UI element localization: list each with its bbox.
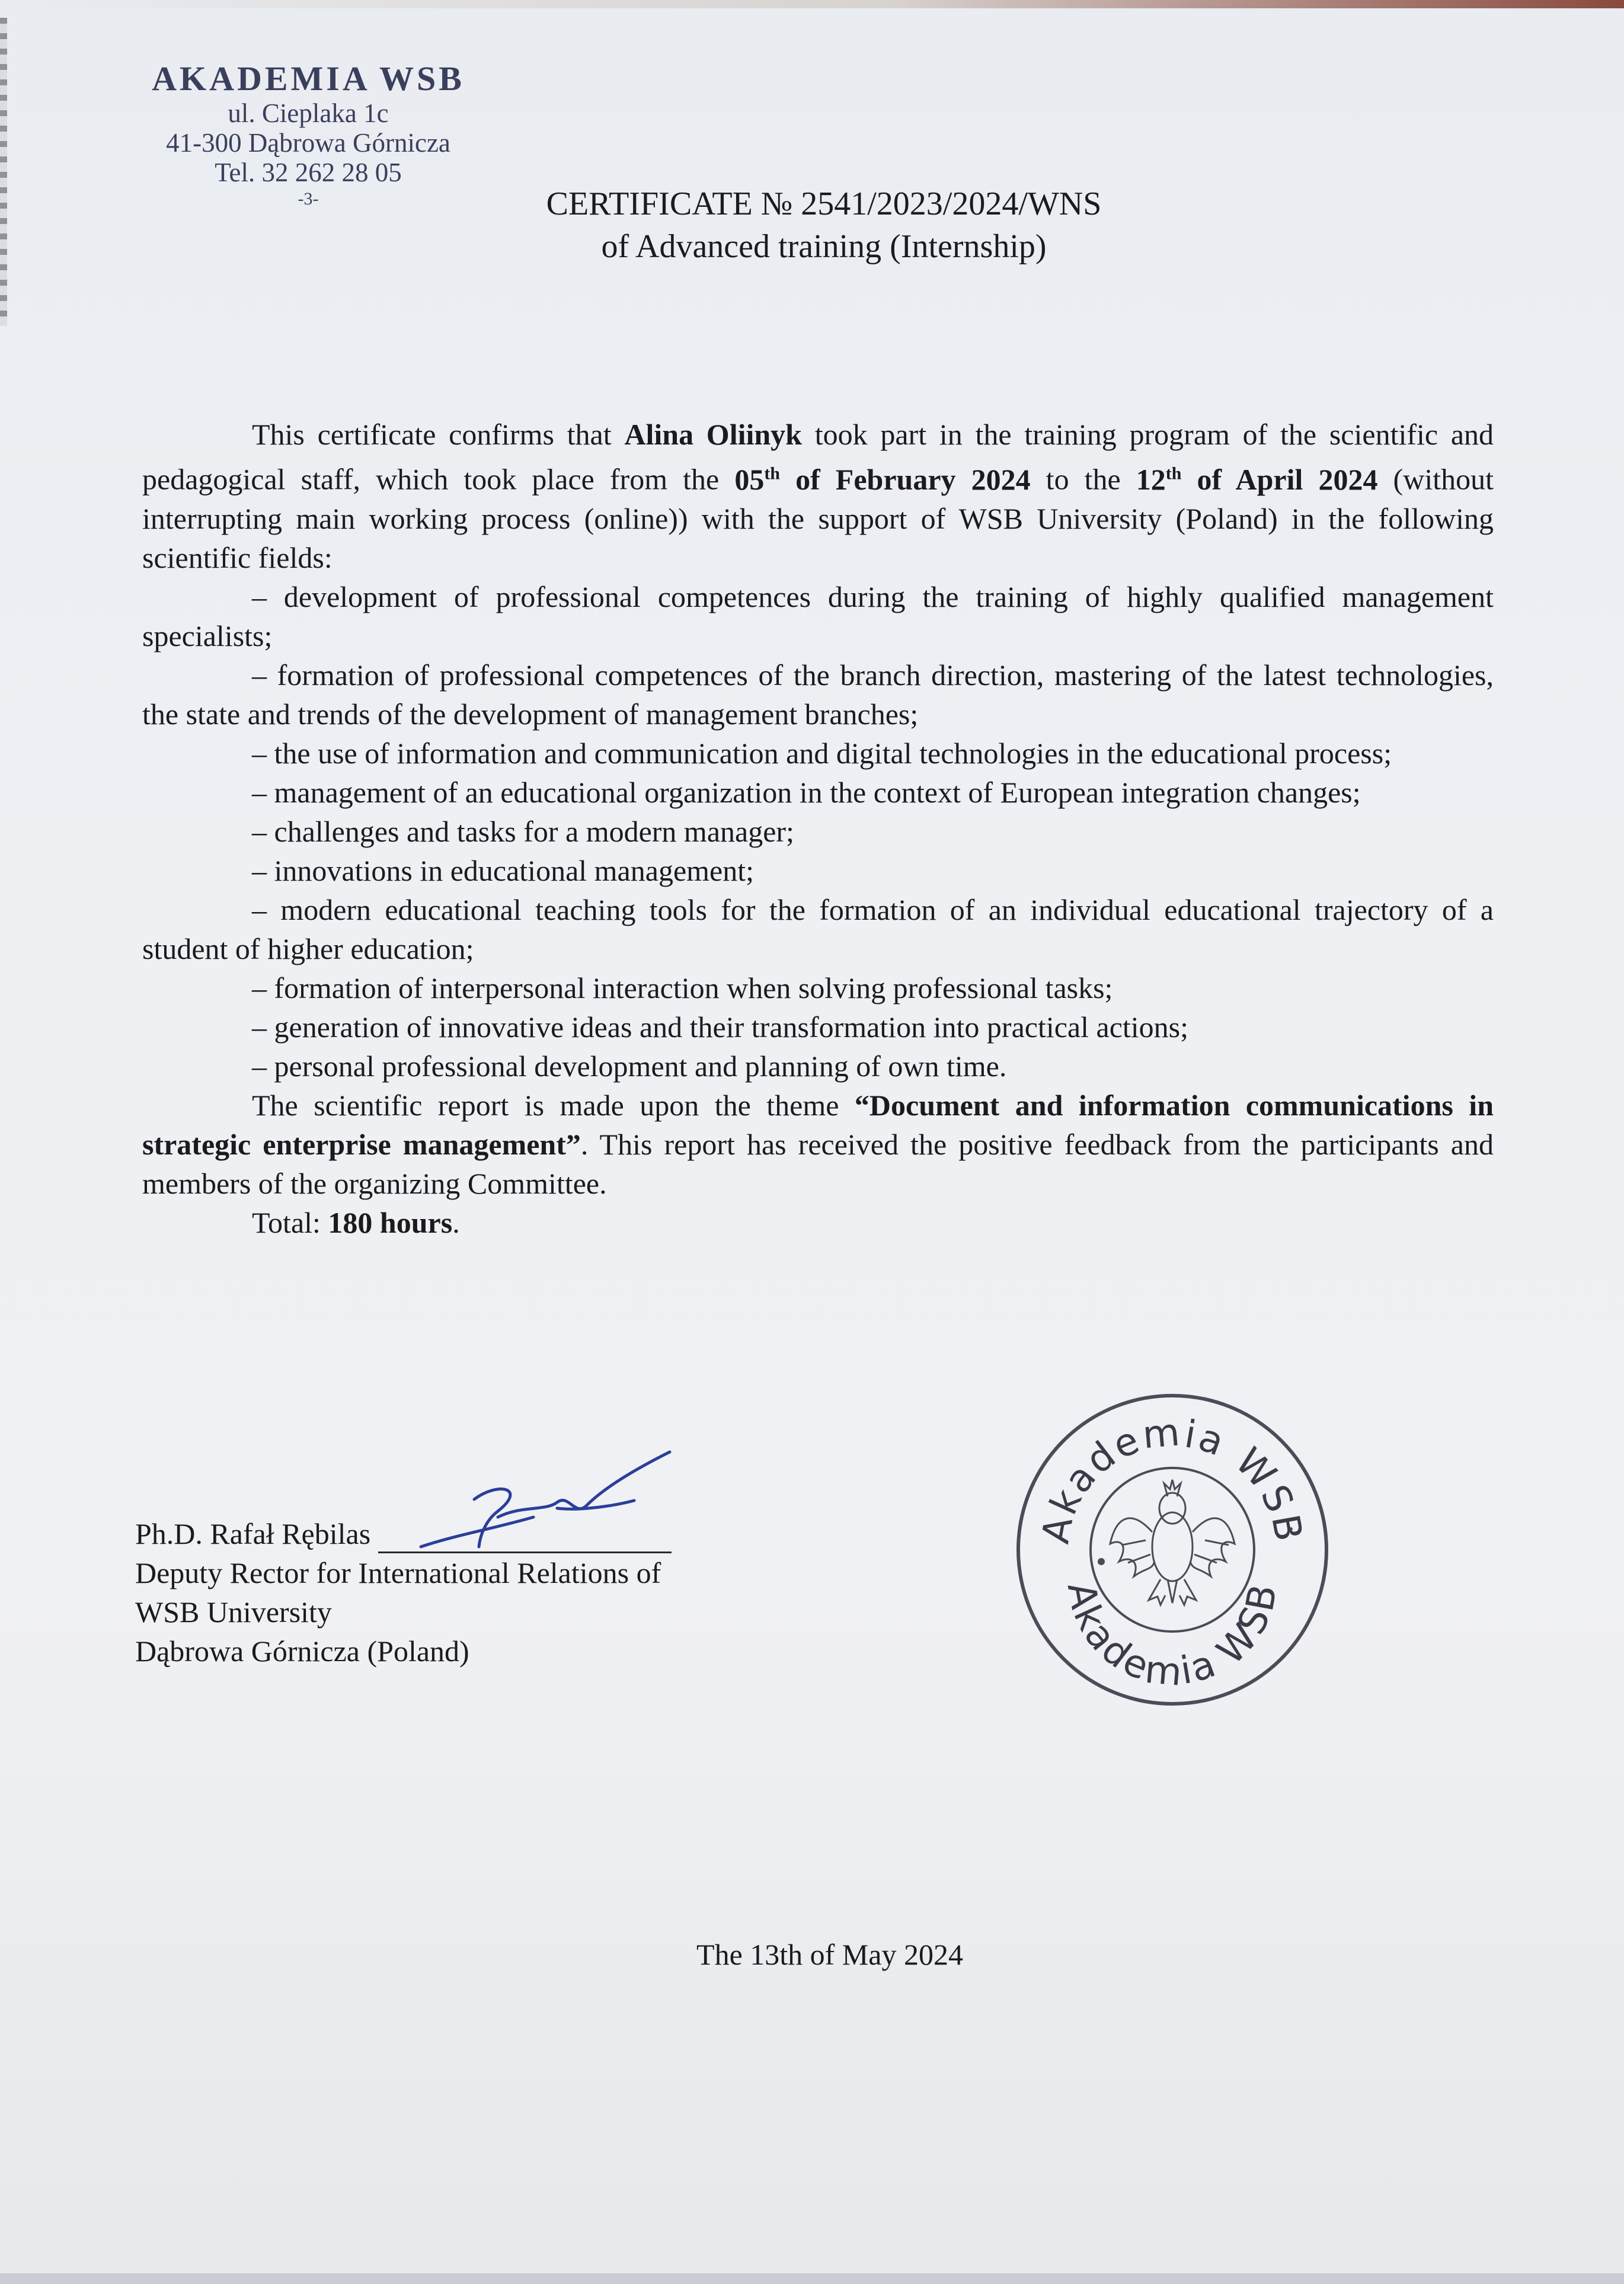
field-item: – personal professional development and planning of own time. (252, 1049, 1007, 1083)
institution-street: ul. Cieplaka 1c (228, 98, 389, 128)
total-paragraph: Total: 180 hours. (252, 1205, 460, 1239)
field-item: – modern educational teaching tools for the formation of an individual educational trajectory of a student of higher education; (142, 893, 1494, 965)
stamp-text-bottom: Akademia WSB (1058, 1579, 1287, 1696)
certificate-body (142, 415, 1494, 1242)
institution-phone: Tel. 32 262 28 05 (215, 158, 402, 187)
certificate-subtitle: of Advanced training (Internship) (601, 228, 1047, 265)
report-theme: “Document and information communications in strategic enterprise management” (142, 1088, 1494, 1161)
report-text: . This report has received the positive feedback from the participants and members of the organizing Committee. (142, 1127, 1494, 1200)
participant-name: Alina Oliinyk (624, 418, 802, 451)
scan-left-edge (0, 18, 7, 326)
intro-text: This certificate confirms that (252, 418, 625, 451)
issue-date: The 13th of May 2024 (696, 1938, 963, 1971)
signatory-position: Deputy Rector for International Relations of (135, 1556, 661, 1589)
field-item: – the use of information and communication and digital technologies in the educational process; (252, 736, 1392, 770)
certificate-number: CERTIFICATE № 2541/2023/2024/WNS (546, 185, 1102, 222)
scan-top-edge (0, 0, 1624, 8)
intro-paragraph (142, 415, 1494, 577)
field-item: – management of an educational organization in the context of European integration changes; (252, 775, 1361, 809)
official-stamp (1012, 1390, 1332, 1710)
stamp-text-top: Akademia WSB (1034, 1410, 1311, 1547)
signatory-city: Dąbrowa Górnicza (Poland) (135, 1634, 469, 1668)
field-item: – development of professional competences during the training of highly qualified management specialists; (142, 580, 1494, 652)
report-text: The scientific report is made upon the theme (252, 1088, 855, 1122)
field-item: – challenges and tasks for a modern manager; (252, 814, 794, 848)
page-number: -3- (298, 189, 319, 209)
field-item: – generation of innovative ideas and their transformation into practical actions; (252, 1010, 1189, 1044)
signatory-name: Ph.D. Rafał Rębilas (135, 1517, 371, 1550)
handwritten-signature (409, 1446, 688, 1565)
eagle-emblem-icon (1110, 1480, 1235, 1605)
institution-city: 41-300 Dąbrowa Górnicza (166, 128, 450, 158)
intro-text: took part in the training program of the scientific and pedagogical staff, which took place from the (142, 418, 1494, 496)
signatory-org: WSB University (135, 1595, 332, 1629)
field-item: – innovations in educational management; (252, 853, 754, 887)
total-hours: 180 hours (328, 1205, 453, 1239)
field-item: – formation of professional competences of the branch direction, mastering of the latest technologies, the state and trends of the development of management branches; (142, 658, 1494, 731)
intro-text: (without interrupting main working process (online)) with the support of WSB University (Poland) in the following scientific fields: (142, 462, 1494, 574)
start-date: 05th of February 2024 (734, 462, 1031, 496)
intro-text: to the (1030, 462, 1136, 496)
end-date: 12th of April 2024 (1136, 462, 1378, 496)
svg-text:Akademia WSB (1059, 1579, 1286, 1695)
certificate-title (403, 183, 1245, 268)
scan-bottom-edge (0, 2273, 1624, 2284)
report-paragraph (142, 1086, 1494, 1203)
field-item: – formation of interpersonal interaction when solving professional tasks; (252, 971, 1113, 1005)
institution-name: AKADEMIA WSB (152, 59, 465, 98)
total-label: Total: (252, 1205, 328, 1239)
